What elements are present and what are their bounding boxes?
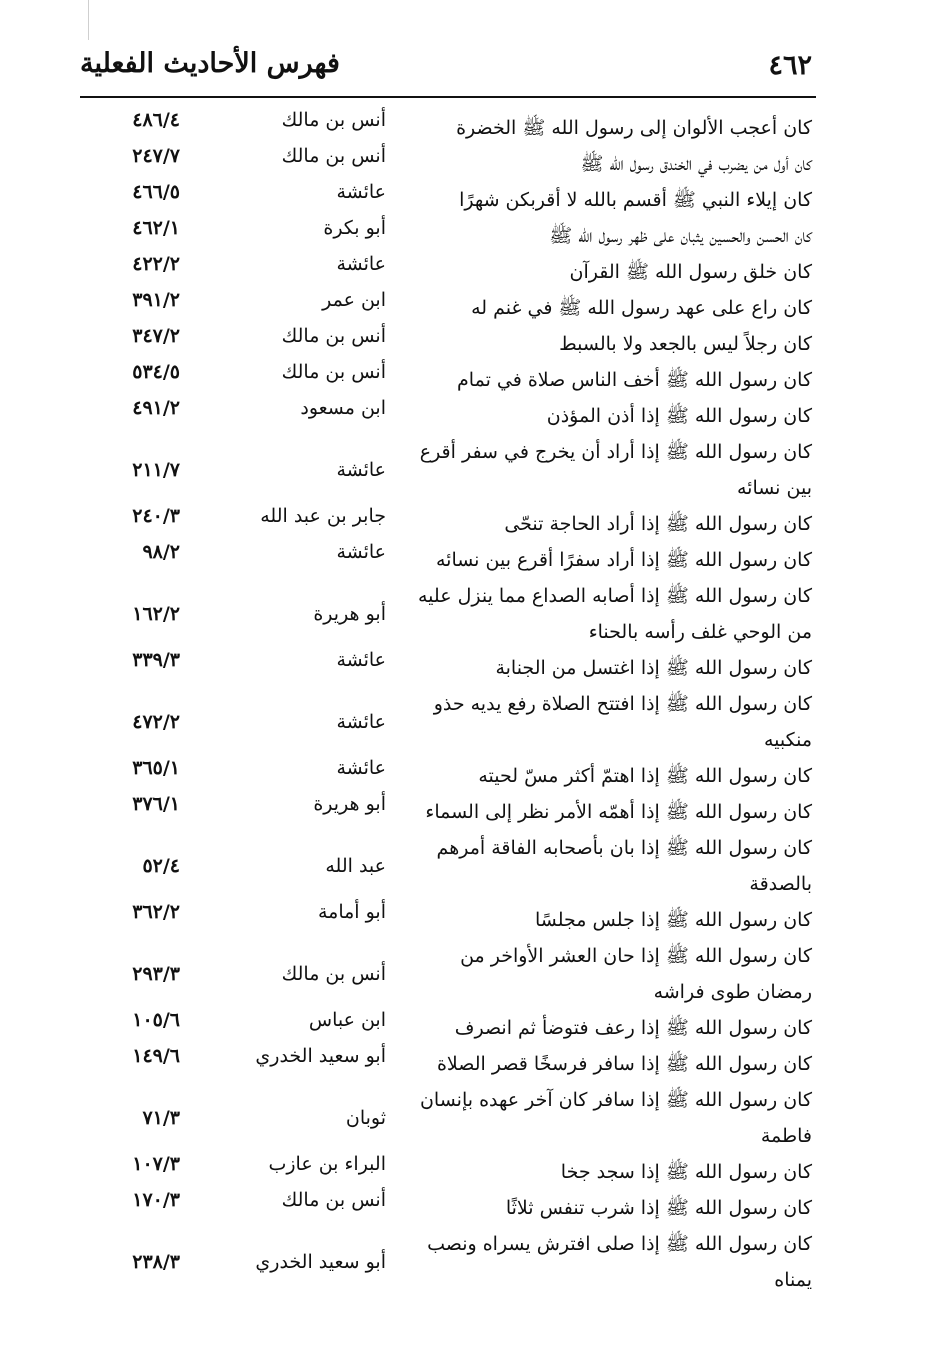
narrator: عائشة [336,181,386,203]
hadith-text: كان رسول الله ﷺ إذا اغتسل من الجنابة [495,657,812,679]
narrator: أبو أمامة [317,901,386,923]
narrator: أبو سعيد الخدري [255,1251,386,1273]
hadith-text: رمضان طوى فراشه [653,981,812,1003]
narrator: عائشة [336,541,386,563]
table-row [80,218,816,254]
narrator: أبو سعيد الخدري [255,1045,386,1067]
volume-page-ref: ١٠٥/٦ [132,1009,180,1031]
hadith-index-table [80,110,816,1298]
hadith-text: كان رسول الله ﷺ إذا سجد جخا [560,1161,812,1183]
hadith-text: كان إيلاء النبي ﷺ أقسم بالله لا أقربكن شهرًا [459,189,812,211]
hadith-text: كان رسول الله ﷺ إذا أهمّه الأمر نظر إلى السماء [425,801,812,823]
hadith-text: من الوحي غلف رأسه بالحناء [588,621,812,643]
narrator: ثوبان [345,1107,386,1129]
hadith-text: كان رسول الله ﷺ إذا جلس مجلسًا [535,909,812,931]
hadith-text: كان رسول الله ﷺ إذا حان العشر الأواخر من [460,945,812,967]
table-row [80,146,816,182]
table-row [80,650,816,686]
table-row [80,110,816,146]
hadith-text: كان رسول الله ﷺ إذا صلى افترش يسراه ونصب [427,1233,812,1255]
hadith-text: كان رجلاً ليس بالجعد ولا بالسبط [559,333,812,355]
volume-page-ref: ٢١١/٧ [132,459,180,481]
narrator: ابن عمر [322,289,386,311]
volume-page-ref: ٢٩٣/٣ [132,963,180,985]
table-row [80,1082,816,1118]
table-row [80,459,816,506]
table-row [80,362,816,398]
narrator: عائشة [336,711,386,733]
hadith-text: كان رسول الله ﷺ إذا أراد الحاجة تنحّى [504,513,812,535]
narrator: أنس بن مالك [281,145,386,167]
hadith-text: كان رسول الله ﷺ إذا أراد أن يخرج في سفر أقرع [419,441,812,463]
narrator: أبو بكرة [323,217,386,239]
volume-page-ref: ١٧٠/٣ [132,1189,180,1211]
narrator: عائشة [336,649,386,671]
volume-page-ref: ٥٢/٤ [142,855,180,877]
table-row [80,182,816,218]
narrator: جابر بن عبد الله [260,505,386,527]
narrator: البراء بن عازب [268,1153,386,1175]
hadith-text: كان أول من يضرب في الخندق رسول الله ﷺ [580,153,812,175]
narrator: ابن عباس [308,1009,386,1031]
narrator: أنس بن مالك [281,361,386,383]
hadith-text: كان رسول الله ﷺ أخف الناس صلاة في تمام [457,369,812,391]
page-number: ٤٦٢ [768,50,812,81]
volume-page-ref: ٣٦٥/١ [132,757,180,779]
hadith-text: كان رسول الله ﷺ إذا رعف فتوضأ ثم انصرف [454,1017,812,1039]
narrator: عائشة [336,757,386,779]
table-row [80,603,816,650]
narrator: أبو هريرة [313,603,386,625]
index-title: فهرس الأحاديث الفعلية [80,48,340,79]
volume-page-ref: ٣٩١/٢ [132,289,180,311]
table-row [80,326,816,362]
narrator: عائشة [336,253,386,275]
volume-page-ref: ١٦٢/٢ [132,603,180,625]
margin-mark [88,0,89,40]
volume-page-ref: ٤٢٢/٢ [132,253,180,275]
table-row [80,434,816,470]
hadith-text: كان رسول الله ﷺ إذا أراد سفرًا أقرع بين نسائه [435,549,812,571]
table-row [80,1107,816,1154]
hadith-text: كان رسول الله ﷺ إذا شرب تنفس ثلاثًا [505,1197,812,1219]
table-row [80,686,816,722]
volume-page-ref: ٤٩١/٢ [132,397,180,419]
table-row [80,794,816,830]
hadith-text: كان خلق رسول الله ﷺ القرآن [569,261,812,283]
hadith-text: منكبيه [763,729,812,751]
table-row [80,1251,816,1298]
table-row [80,398,816,434]
table-row [80,290,816,326]
table-row [80,1046,816,1082]
volume-page-ref: ٣٦٢/٢ [132,901,180,923]
table-row [80,506,816,542]
hadith-text: كان أعجب الألوان إلى رسول الله ﷺ الخضرة [456,117,812,139]
hadith-text: كان الحسن والحسين يثبان على ظهر رسول الله ﷺ [549,225,812,247]
volume-page-ref: ٤٦٢/١ [132,217,180,239]
hadith-text: بالصدقة [749,873,812,895]
volume-page-ref: ٢٤٠/٣ [132,505,180,527]
table-row [80,758,816,794]
page-header [80,40,816,96]
table-row [80,902,816,938]
volume-page-ref: ٧١/٣ [142,1107,180,1129]
volume-page-ref: ٢٤٧/٧ [132,145,180,167]
volume-page-ref: ١٤٩/٦ [132,1045,180,1067]
header-rule [80,96,816,98]
hadith-text: كان راع على عهد رسول الله ﷺ في غنم له [471,297,812,319]
table-row [80,1190,816,1226]
table-row [80,542,816,578]
volume-page-ref: ٤٧٢/٢ [132,711,180,733]
hadith-text: كان رسول الله ﷺ إذا اهتمّ أكثر مسّ لحيته [478,765,812,787]
table-row [80,830,816,866]
hadith-text: كان رسول الله ﷺ إذا أذن المؤذن [546,405,812,427]
table-row [80,1010,816,1046]
narrator: ابن مسعود [300,397,386,419]
volume-page-ref: ١٠٧/٣ [132,1153,180,1175]
narrator: أنس بن مالك [281,109,386,131]
narrator: عائشة [336,459,386,481]
hadith-text: فاطمة [760,1125,812,1147]
table-row [80,578,816,614]
volume-page-ref: ٩٨/٢ [142,541,180,563]
volume-page-ref: ٥٣٤/٥ [132,361,180,383]
table-row [80,855,816,902]
table-row [80,711,816,758]
narrator: أنس بن مالك [281,325,386,347]
volume-page-ref: ٣٣٩/٣ [132,649,180,671]
hadith-text: كان رسول الله ﷺ إذا سافر كان آخر عهده بإنسان [419,1089,812,1111]
hadith-text: كان رسول الله ﷺ إذا بان بأصحابه الفاقة أمرهم [436,837,812,859]
hadith-text: كان رسول الله ﷺ إذا أصابه الصداع مما ينزل عليه [418,585,812,607]
volume-page-ref: ٤٨٦/٤ [132,109,180,131]
hadith-text: يمناه [774,1269,812,1291]
volume-page-ref: ٤٦٦/٥ [132,181,180,203]
volume-page-ref: ٣٧٦/١ [132,793,180,815]
volume-page-ref: ٢٣٨/٣ [132,1251,180,1273]
narrator: عبد الله [325,855,386,877]
table-row [80,938,816,974]
volume-page-ref: ٣٤٧/٢ [132,325,180,347]
table-row [80,1226,816,1262]
table-row [80,254,816,290]
table-row [80,1154,816,1190]
narrator: أنس بن مالك [281,963,386,985]
hadith-text: كان رسول الله ﷺ إذا سافر فرسخًا قصر الصلاة [436,1053,812,1075]
narrator: أنس بن مالك [281,1189,386,1211]
narrator: أبو هريرة [313,793,386,815]
table-row [80,963,816,1010]
hadith-text: كان رسول الله ﷺ إذا افتتح الصلاة رفع يديه حذو [433,693,812,715]
hadith-text: بين نسائه [736,477,812,499]
